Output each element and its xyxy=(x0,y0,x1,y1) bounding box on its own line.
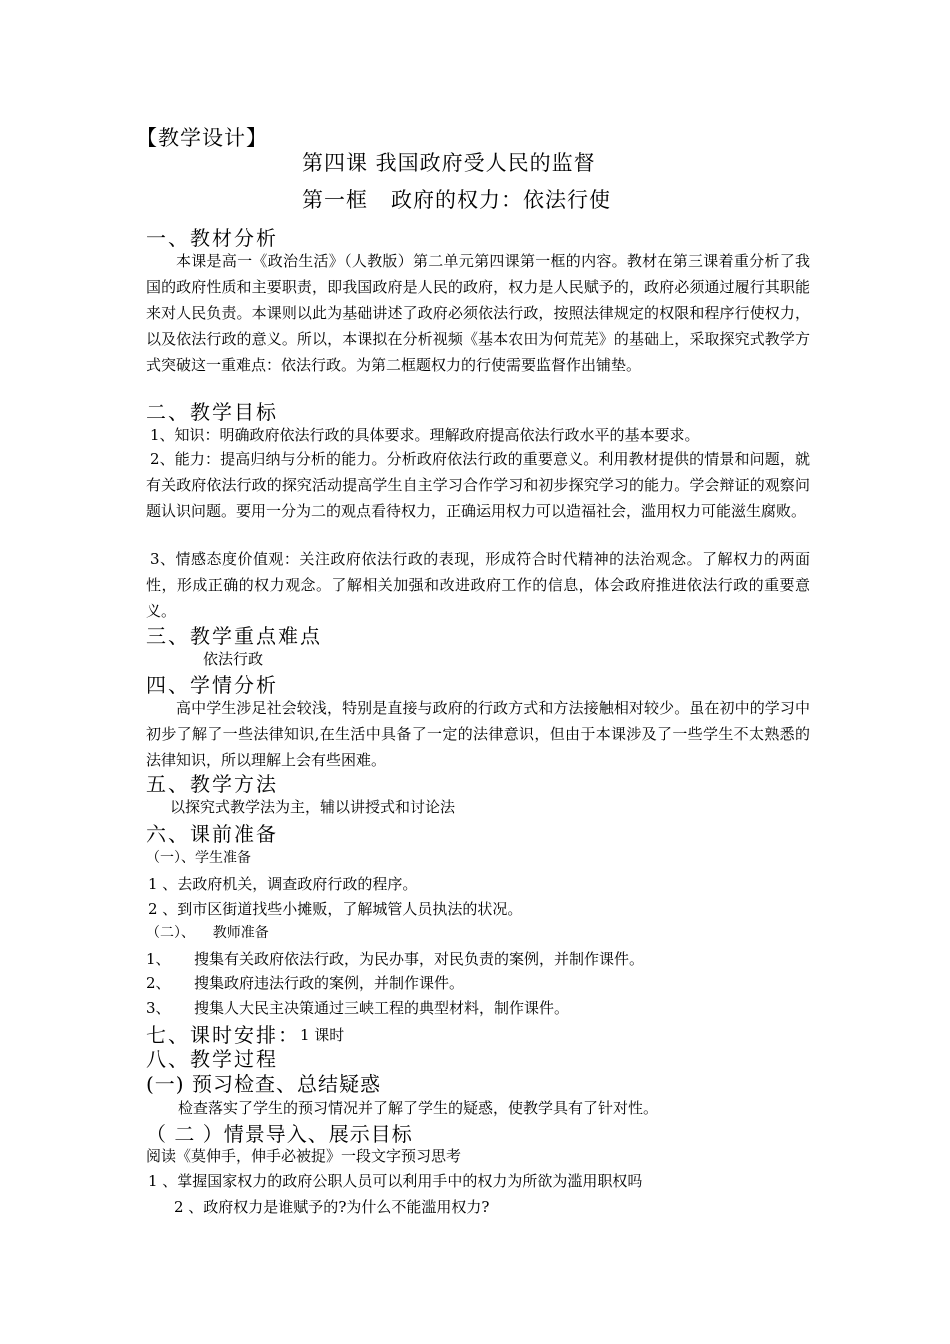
student-prep-label: （一）、学生准备 xyxy=(146,850,251,866)
teacher-prep-3: 搜集人大民主决策通过三峡工程的典型材料，制作课件。 xyxy=(194,999,570,1017)
preview-check-body: 检查落实了学生的预习情况并了解了学生的疑惑，使教学具有了针对性。 xyxy=(178,1099,659,1117)
teacher-prep-2: 搜集政府违法行政的案例，并制作课件。 xyxy=(194,974,465,992)
goal-emotion: 3、情感态度价值观：关注政府依法行政的表现，形成符合时代精神的法治观念。了解权力的两面性，形成正确的权力观念。了解相关加强和改进政府工作的信息，体会政府推进依法行政的重要意义。 xyxy=(146,550,810,620)
student-prep-1: 1 、去政府机关，调查政府行政的程序。 xyxy=(148,875,418,893)
bracket-title: 【教学设计】 xyxy=(136,126,268,150)
teacher-prep-3-number: 3、 xyxy=(146,999,171,1017)
scenario-intro-text: 阅读《莫伸手，伸手必被捉》一段文字预习思考 xyxy=(146,1147,462,1165)
teaching-methods-body: 以探究式教学法为主，辅以讲授式和讨论法 xyxy=(170,798,456,816)
preview-question-2: 2 、政府权力是谁赋予的?为什么不能滥用权力? xyxy=(174,1198,490,1216)
teacher-prep-label: （二）、 教师准备 xyxy=(146,925,269,941)
lesson-title: 第四课 我国政府受人民的监督 xyxy=(302,151,596,175)
teacher-prep-1-number: 1、 xyxy=(146,950,171,968)
teacher-prep-1: 搜集有关政府依法行政，为民办事，对民负责的案例，并制作课件。 xyxy=(194,950,645,968)
section-heading-textbook-analysis: 一、教材分析 xyxy=(146,226,278,250)
section-heading-key-points: 三、教学重点难点 xyxy=(146,624,322,648)
section-heading-student-analysis: 四、学情分析 xyxy=(146,673,278,697)
textbook-analysis-body: 本课是高一《政治生活》（人教版）第二单元第四课第一框的内容。教材在第三课着重分析了我国的政府性质和主要职责，即我国政府是人民的政府，权力是人民赋予的，政府必须通过履行其职能来对人民负责。本课则以此为基础讲述了政府必须依法行政，按照法律规定的权限和程序行使权力，以及依法行政的意义。所以，本课拟在分析视频《基本农田为何荒芜》的基础上，采取探究式教学方式突破这一重难点：依法行政。为第二框题权力的行使需要监督作出铺垫。 xyxy=(146,252,810,374)
section-heading-teaching-process: 八、教学过程 xyxy=(146,1047,278,1071)
section-heading-schedule: 七、课时安排： xyxy=(146,1023,300,1047)
section-heading-teaching-methods: 五、教学方法 xyxy=(146,772,278,796)
student-prep-2: 2 、到市区街道找些小摊贩，了解城管人员执法的状况。 xyxy=(148,900,523,918)
subsection-heading-preview-check: (一) 预习检查、总结疑惑 xyxy=(146,1072,381,1096)
subsection-heading-scenario-intro: （ 二 ）情景导入、展示目标 xyxy=(146,1122,413,1146)
section-heading-teaching-goals: 二、教学目标 xyxy=(146,400,278,424)
student-analysis-body: 高中学生涉足社会较浅，特别是直接与政府的行政方式和方法接触相对较少。虽在初中的学习中初步了解了一些法律知识,在生活中具备了一定的法律意识，但由于本课涉及了一些学生不太熟悉的法律知识，所以理解上会有些困难。 xyxy=(146,699,810,769)
key-points-body: 依法行政 xyxy=(203,650,264,668)
teacher-prep-2-number: 2、 xyxy=(146,974,171,992)
section-heading-preparation: 六、课前准备 xyxy=(146,822,278,846)
preview-question-1: 1 、掌握国家权力的政府公职人员可以利用手中的权力为所欲为滥用职权吗 xyxy=(148,1172,643,1190)
frame-title: 第一框 政府的权力：依法行使 xyxy=(302,188,612,212)
goal-ability: 2、能力：提高归纳与分析的能力。分析政府依法行政的重要意义。利用教材提供的情景和问题，就有关政府依法行政的探究活动提高学生自主学习合作学习和初步探究学习的能力。学会辩证的观察问题认识问题。要用一分为二的观点看待权力，正确运用权力可以造福社会，滥用权力可能滋生腐败。 xyxy=(146,450,810,520)
goal-knowledge: 1、知识：明确政府依法行政的具体要求。理解政府提高依法行政水平的基本要求。 xyxy=(150,426,700,444)
schedule-value: 1 课时 xyxy=(300,1026,345,1044)
